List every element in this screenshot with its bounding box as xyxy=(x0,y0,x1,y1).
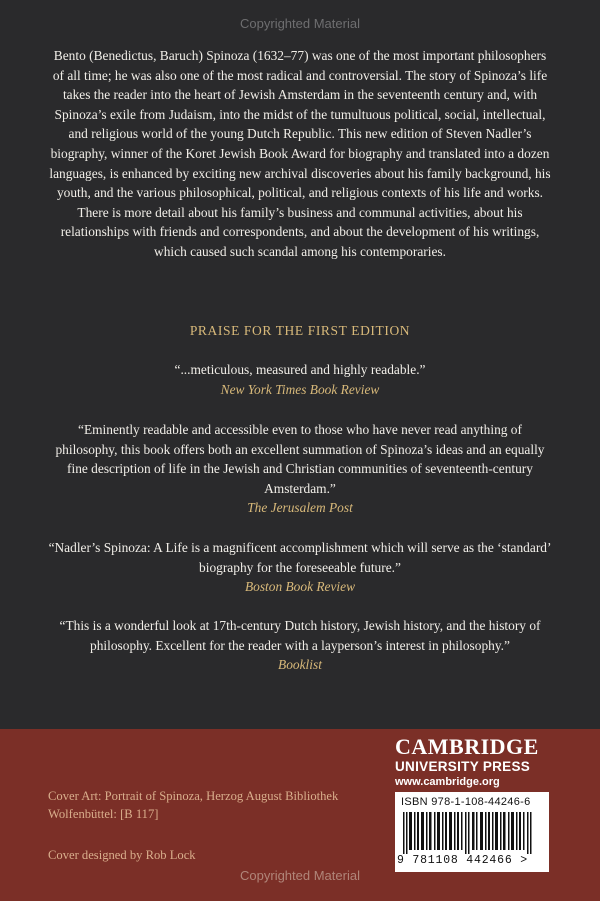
barcode xyxy=(395,792,549,872)
quote-text: “This is a wonderful look at 17th-century Dutch history, Jewish history, and the history of philosophy. Excellent for the reader with a layperson’s interest in philosophy.” xyxy=(59,618,541,653)
barcode-digits: 9 781108 442466 > xyxy=(397,854,528,867)
praise-heading: PRAISE FOR THE FIRST EDITION xyxy=(189,323,411,338)
publisher-url: www.cambridge.org xyxy=(395,776,500,788)
quote-source: Boston Book Review xyxy=(244,579,356,595)
publisher-press: UNIVERSITY PRESS xyxy=(395,759,531,774)
review-quote xyxy=(48,538,552,597)
cover-design-credit: Cover designed by Rob Lock xyxy=(48,848,196,862)
review-quote xyxy=(48,360,552,399)
quote-text: “...meticulous, measured and highly readable.” xyxy=(174,362,426,377)
publisher-name: CAMBRIDGE xyxy=(395,734,539,759)
quote-source: Booklist xyxy=(278,657,322,673)
quote-text: “Eminently readable and accessible even to those who have never read anything of philosophy, this book offers both an excellent summation of Spinoza’s ideas and an equally fine description of life in the Jewish and Christian communities of seventeenth-century Amsterdam.” xyxy=(55,422,545,496)
book-blurb: Bento (Benedictus, Baruch) Spinoza (1632–77) was one of the most important philosophers of all time; he was also one of the most radical and controversial. The story of Spinoza’s life takes the reader into the heart of Jewish Amsterdam in the seventeenth century and, with Spinoza’s exile from Judaism, into the midst of the tumultuous political, social, intellectual, and religious world of the young Dutch Republic. This new edition of Steven Nadler’s biography, winner of the Koret Jewish Book Award for biography and translated into a dozen languages, is enhanced by exciting new archival discoveries about his family background, his youth, and the various philosophical, political, and religious contexts of his life and works. There is more detail about his family’s business and communal activities, about his relationships with friends and correspondents, and about the development of his writings, which caused such scandal among his contemporaries. xyxy=(49,48,551,259)
publisher-logo xyxy=(395,735,555,789)
cover-art-credit: Cover Art: Portrait of Spinoza, Herzog August Bibliothek Wolfenbüttel: [B 117] xyxy=(48,789,339,821)
quote-source: The Jerusalem Post xyxy=(247,500,353,516)
review-quote xyxy=(48,616,552,675)
review-quote xyxy=(48,420,552,518)
isbn-label: ISBN 978-1-108-44246-6 xyxy=(401,796,531,808)
watermark-bottom: Copyrighted Material xyxy=(240,868,360,883)
quote-text: “Nadler’s Spinoza: A Life is a magnificent accomplishment which will serve as the ‘standard’ biography for the foreseeable future.” xyxy=(48,540,552,575)
watermark-top: Copyrighted Material xyxy=(240,16,360,31)
barcode-bars-icon xyxy=(403,812,539,854)
quote-source: New York Times Book Review xyxy=(220,381,380,397)
